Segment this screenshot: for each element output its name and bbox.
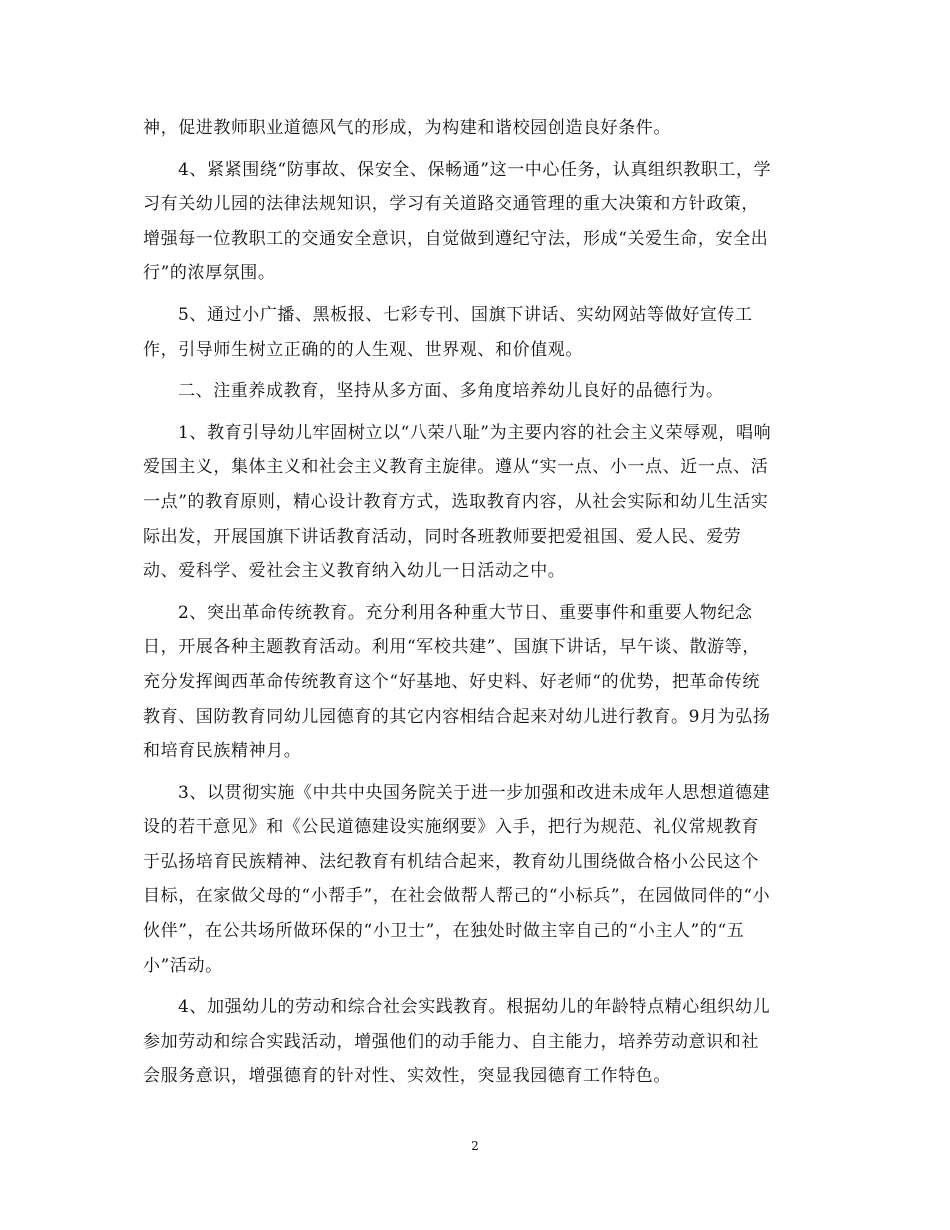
text-line: 习有关幼儿园的法律法规知识，学习有关道路交通管理的重大决策和方针政策， <box>143 194 759 215</box>
paragraph-start: 4、加强幼儿的劳动和综合社会实践教育。根据幼儿的年龄特点精心组织幼儿 <box>178 997 771 1018</box>
paragraph-start: 1、教育引导幼儿牢固树立以“八荣八耻”为主要内容的社会主义荣辱观，唱响 <box>178 422 772 443</box>
text-line: 作，引导师生树立正确的的人生观、世界观、和价值观。 <box>143 339 583 360</box>
text-line: 会服务意识，增强德育的针对性、实效性，突显我园德育工作特色。 <box>143 1066 671 1087</box>
page-number: 2 <box>471 1139 479 1153</box>
paragraph-start: 4、紧紧围绕“防事故、保安全、保畅通”这一中心任务，认真组织教职工，学 <box>178 159 772 180</box>
document-body <box>143 111 813 1094</box>
text-line: 参加劳动和综合实践活动，增强他们的动手能力、自主能力，培养劳动意识和社 <box>143 1031 759 1052</box>
paragraph-start: 5、通过小广播、黑板报、七彩专刊、国旗下讲话、实幼网站等做好宣传工 <box>178 304 753 325</box>
text-line: 日，开展各种主题教育活动。利用“军校共建”、国旗下讲话，早午谈、散游等， <box>143 637 760 658</box>
text-line: 于弘扬培育民族精神、法纪教育有机结合起来，教育幼儿围绕做合格小公民这个 <box>143 851 759 872</box>
text-line: 目标，在家做父母的“小帮手”，在社会做帮人帮己的“小标兵”，在园做同伴的“小 <box>143 886 771 907</box>
section-heading: 二、注重养成教育，坚持从多方面、多角度培养幼儿良好的品德行为。 <box>178 381 724 402</box>
text-line: 爱国主义，集体主义和社会主义教育主旋律。遵从“实一点、小一点、近一点、活 <box>143 457 769 478</box>
text-line: 教育、国防教育同幼儿园德育的其它内容相结合起来对幼儿进行教育。9月为弘扬 <box>143 706 771 727</box>
text-line: 和培育民族精神月。 <box>143 741 302 762</box>
text-line: 充分发挥闽西革命传统教育这个“好基地、好史料、好老师“的优势，把革命传统 <box>143 671 760 692</box>
text-line: 伙伴”，在公共场所做环保的“小卫士”，在独处时做主宰自己的“小主人”的“五 <box>143 921 745 942</box>
text-line: 一点”的教育原则，精心设计教育方式，选取教育内容，从社会实际和幼儿生活实 <box>143 491 769 512</box>
text-line: 设的若干意见》和《公民道德建设实施纲要》入手，把行为规范、礼仪常规教育 <box>143 817 759 838</box>
text-line: 神，促进教师职业道德风气的形成，为构建和谐校园创造良好条件。 <box>143 118 671 138</box>
text-line: 行”的浓厚氛围。 <box>143 263 276 284</box>
paragraph-start: 3、以贯彻实施《中共中央国务院关于进一步加强和改进未成年人思想道德建 <box>178 782 771 803</box>
text-line: 动、爱科学、爱社会主义教育纳入幼儿一日活动之中。 <box>143 561 566 582</box>
paragraph-start: 2、突出革命传统教育。充分利用各种重大节日、重要事件和重要人物纪念 <box>178 602 753 623</box>
text-line: 小”活动。 <box>143 955 223 976</box>
text-line: 增强每一位教职工的交通安全意识，自觉做到遵纪守法，形成“关爱生命，安全出 <box>143 228 769 249</box>
text-line: 际出发，开展国旗下讲话教育活动，同时各班教师要把爱祖国、爱人民、爱劳 <box>143 526 742 547</box>
